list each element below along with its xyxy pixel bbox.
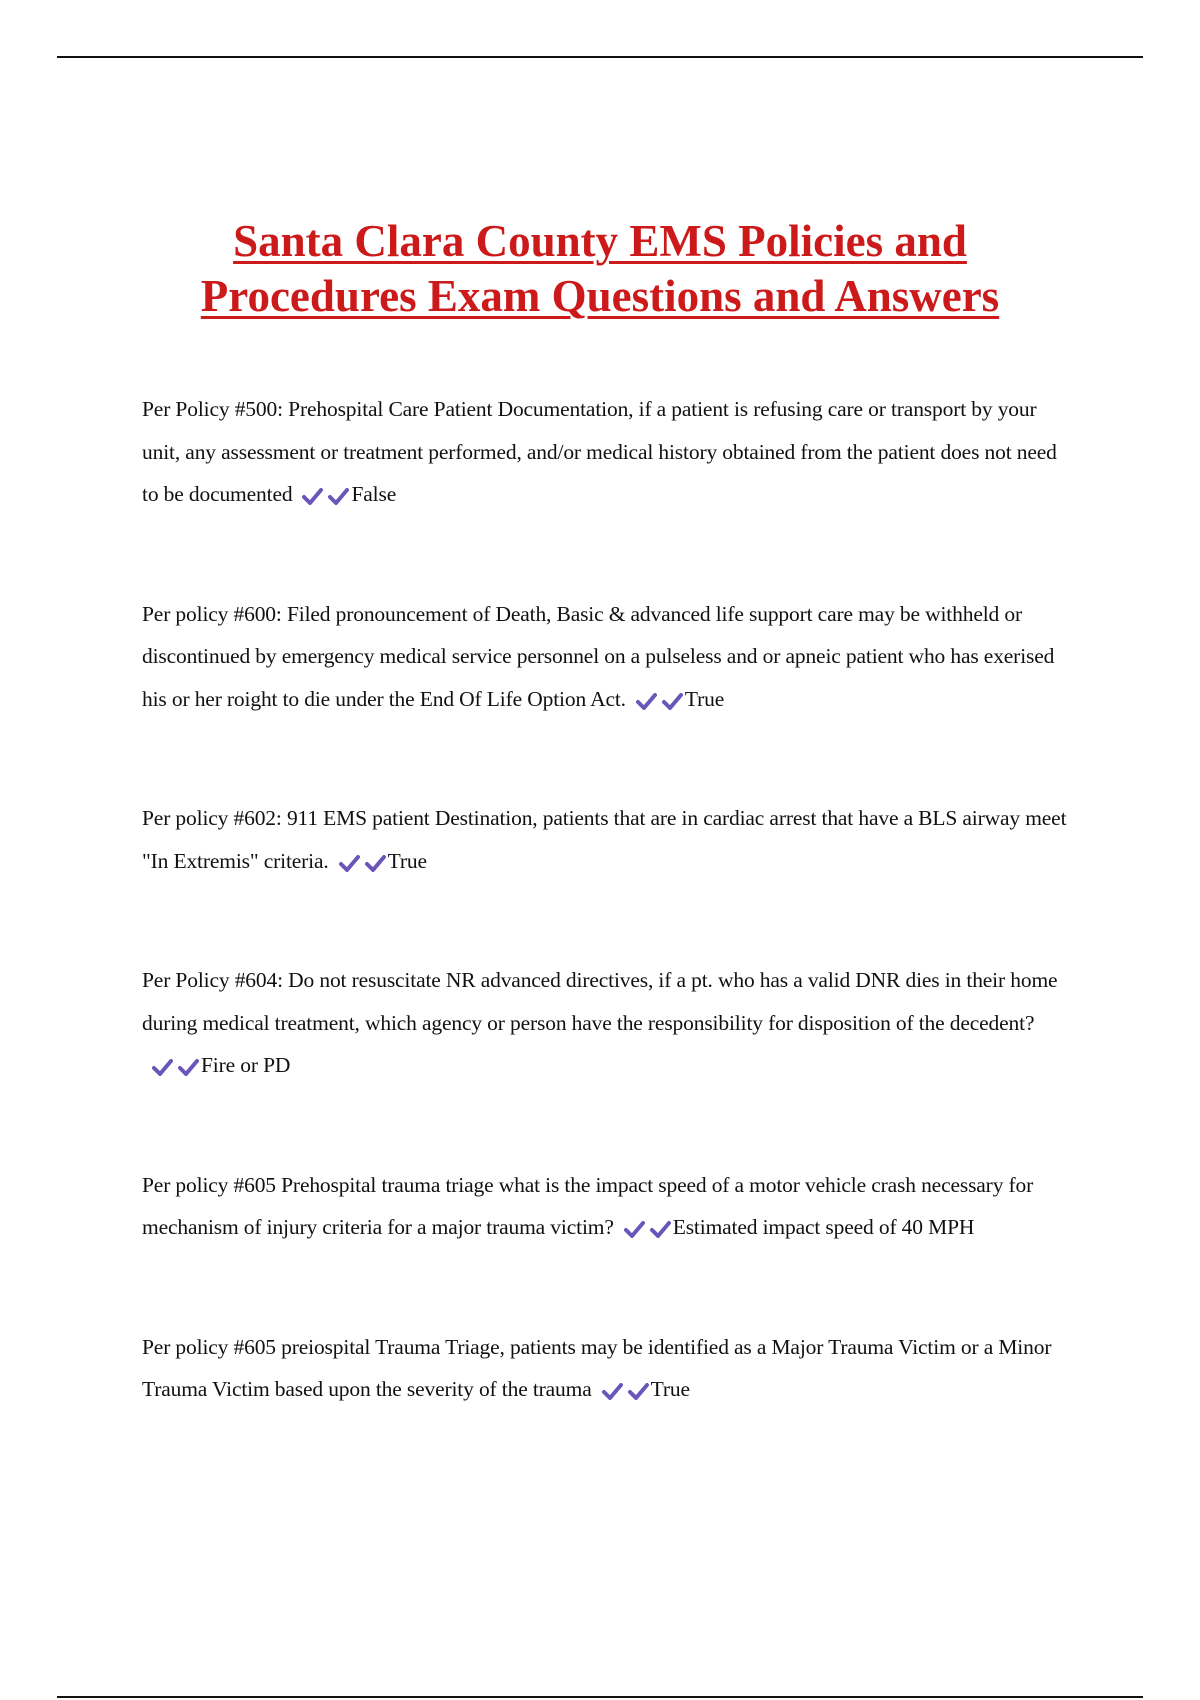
question-text: Per policy #602: 911 EMS patient Destination, patients that are in cardiac arrest that have a BLS airway meet "In Extremis" criteria. bbox=[142, 806, 1067, 873]
question-text: Per Policy #500: Prehospital Care Patient Documentation, if a patient is refusing care or transport by your unit, any assessment or treatment performed, and/or medical history obtained from the patient does not need to be documented bbox=[142, 397, 1057, 506]
qa-item bbox=[142, 959, 1072, 1091]
check-icon bbox=[636, 693, 657, 710]
check-icon bbox=[328, 488, 349, 505]
check-icon bbox=[628, 1383, 649, 1400]
bottom-rule bbox=[57, 1696, 1143, 1698]
answer-text: Fire or PD bbox=[201, 1053, 291, 1077]
check-icon bbox=[624, 1221, 645, 1238]
top-rule bbox=[57, 56, 1143, 58]
answer-checks bbox=[152, 1048, 199, 1091]
answer-text: True bbox=[650, 1377, 690, 1401]
question-text: Per policy #605 preiospital Trauma Triage, patients may be identified as a Major Trauma Victim or a Minor Trauma Victim based upon the severity of the trauma bbox=[142, 1334, 1052, 1401]
answer-text: True bbox=[684, 686, 725, 711]
check-icon bbox=[152, 1059, 173, 1076]
check-icon bbox=[602, 1383, 623, 1400]
answer-text: False bbox=[351, 482, 397, 506]
answer-checks bbox=[302, 477, 349, 520]
check-icon bbox=[302, 488, 323, 505]
question-text: Per policy #605 Prehospital trauma triage what is the impact speed of a motor vehicle crash necessary for mechanism of injury criteria for a major trauma victim? bbox=[142, 1172, 1034, 1239]
qa-item bbox=[142, 388, 1072, 520]
check-icon bbox=[365, 855, 386, 872]
answer-checks bbox=[602, 1372, 649, 1415]
answer-checks bbox=[339, 844, 386, 887]
answer-text: Estimated impact speed of 40 MPH bbox=[672, 1215, 975, 1239]
answer-checks bbox=[624, 1210, 671, 1253]
title-line-2: Procedures Exam Questions and Answers bbox=[200, 271, 1000, 321]
check-icon bbox=[650, 1221, 671, 1238]
qa-item bbox=[142, 1326, 1072, 1415]
qa-item bbox=[142, 1164, 1072, 1253]
answer-checks bbox=[636, 682, 683, 725]
title-line-1: Santa Clara County EMS Policies and bbox=[233, 216, 967, 266]
document-title bbox=[0, 214, 1200, 324]
check-icon bbox=[662, 693, 683, 710]
question-text: Per policy #600: Filed pronouncement of Death, Basic & advanced life support care may be withheld or discontinued by emergency medical service personnel on a pulseless and or apneic patient who has exerised his or her roight to die under the End Of Life Option Act. bbox=[142, 601, 1055, 711]
qa-list bbox=[142, 388, 1072, 1415]
qa-item bbox=[142, 797, 1072, 886]
check-icon bbox=[339, 855, 360, 872]
qa-item bbox=[142, 593, 1072, 725]
check-icon bbox=[178, 1059, 199, 1076]
question-text: Per Policy #604: Do not resuscitate NR advanced directives, if a pt. who has a valid DNR dies in their home during medical treatment, which agency or person have the responsibility for disposition of the decedent? bbox=[142, 968, 1058, 1035]
answer-text: True bbox=[387, 848, 427, 873]
